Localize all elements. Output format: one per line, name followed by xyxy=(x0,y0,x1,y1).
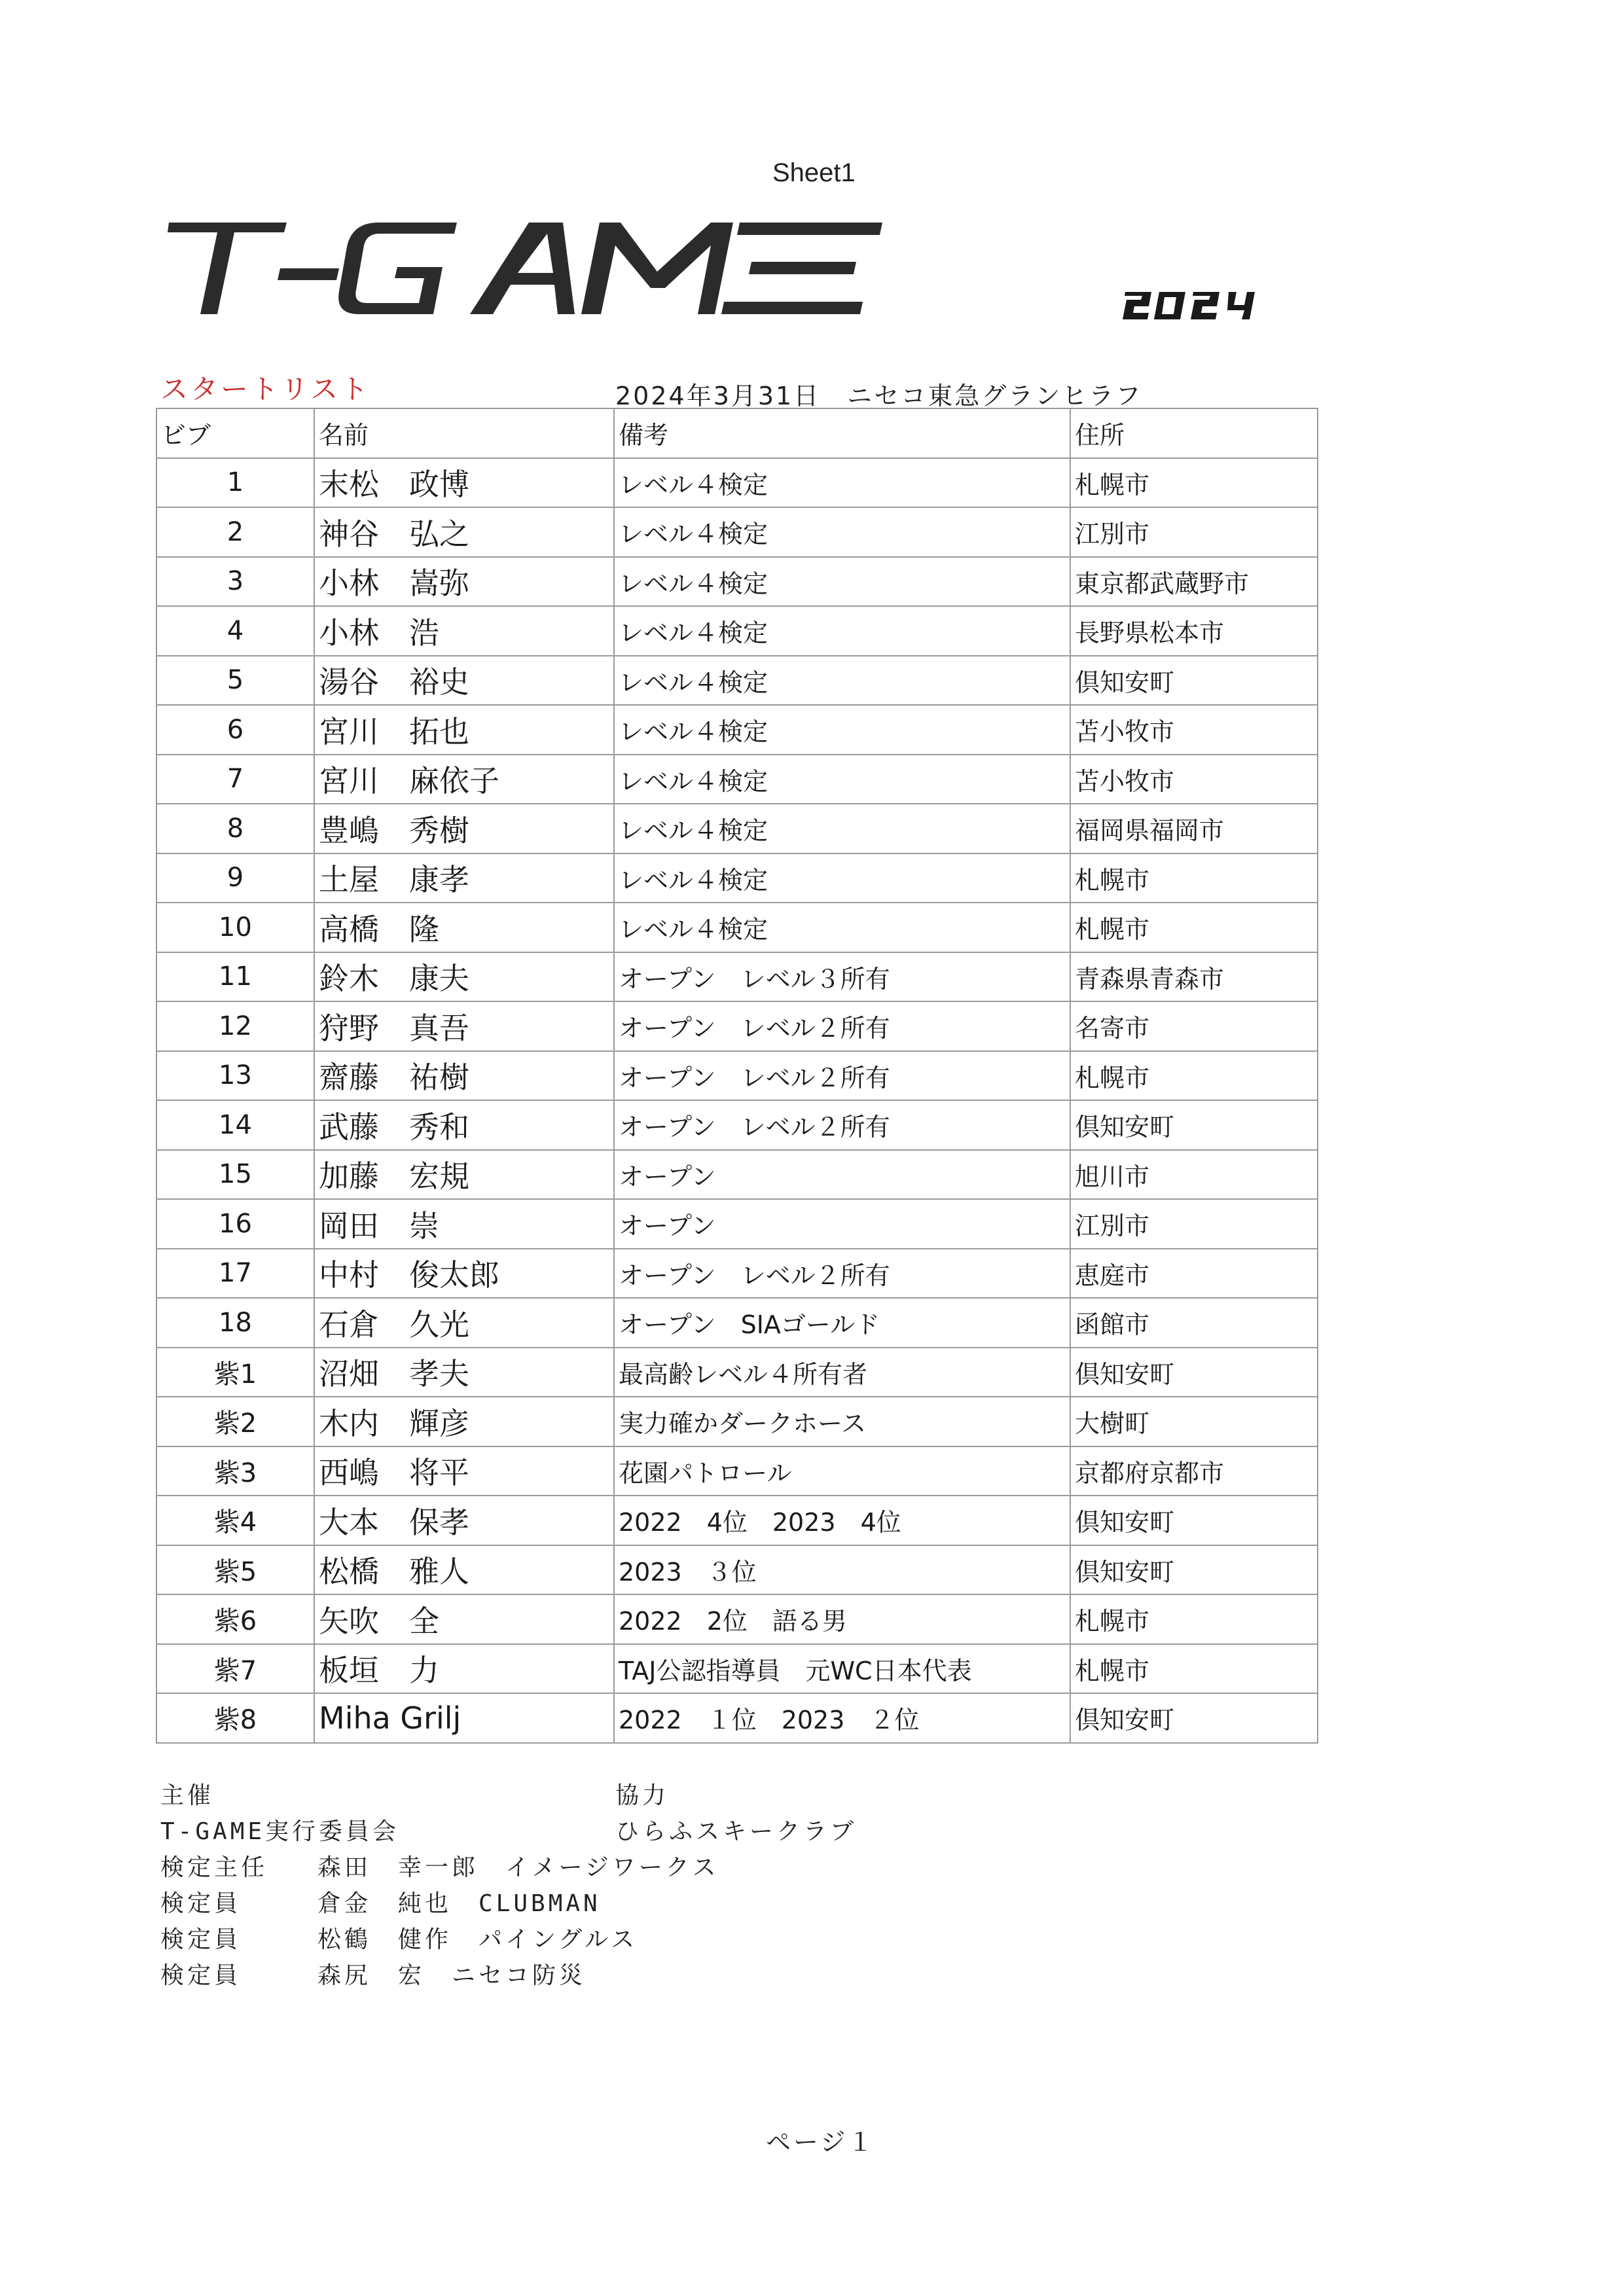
table-row xyxy=(156,952,1318,1002)
name-cell: 末松 政博 xyxy=(314,458,614,508)
note-cell: 2022 4位 2023 4位 xyxy=(614,1496,1070,1545)
address-cell: 大樹町 xyxy=(1070,1397,1318,1446)
support-label: 協力 xyxy=(615,1782,670,1809)
address-cell: 苫小牧市 xyxy=(1070,755,1318,804)
address-cell: 東京都武蔵野市 xyxy=(1070,557,1318,607)
table-row xyxy=(156,458,1318,508)
table-row xyxy=(156,507,1318,557)
name-cell: 鈴木 康夫 xyxy=(314,952,614,1002)
note-cell: オープン レベル２所有 xyxy=(614,1249,1070,1299)
table-row xyxy=(156,903,1318,952)
logo-year-mark xyxy=(1123,287,1257,323)
note-cell: レベル４検定 xyxy=(614,705,1070,755)
note-cell: オープン レベル２所有 xyxy=(614,1051,1070,1101)
bib-cell: 9 xyxy=(156,853,314,903)
bib-cell: 1 xyxy=(156,458,314,508)
column-header-note: 備考 xyxy=(614,408,1070,458)
table-header-row xyxy=(156,408,1318,458)
bib-cell: 紫8 xyxy=(156,1693,314,1743)
staff-name: 倉金 純也 CLUBMAN xyxy=(317,1890,601,1917)
note-cell: オープン SIAゴールド xyxy=(614,1298,1070,1348)
note-cell: レベル４検定 xyxy=(614,458,1070,508)
bib-cell: 12 xyxy=(156,1001,314,1051)
note-cell: TAJ公認指導員 元WC日本代表 xyxy=(614,1644,1070,1694)
support-name: ひらふスキークラブ xyxy=(615,1818,857,1845)
table-row xyxy=(156,656,1318,706)
column-header-bib: ビブ xyxy=(156,408,314,458)
staff-role: 検定員 xyxy=(160,1890,242,1917)
staff-role: 検定主任 xyxy=(160,1854,268,1881)
name-cell: 神谷 弘之 xyxy=(314,507,614,557)
bib-cell: 4 xyxy=(156,606,314,656)
staff-name: 森田 幸一郎 イメージワークス xyxy=(317,1854,719,1881)
address-cell: 倶知安町 xyxy=(1070,1348,1318,1397)
bib-cell: 2 xyxy=(156,507,314,557)
address-cell: 札幌市 xyxy=(1070,458,1318,508)
table-row xyxy=(156,606,1318,656)
address-cell: 江別市 xyxy=(1070,507,1318,557)
note-cell: レベル４検定 xyxy=(614,507,1070,557)
address-cell: 倶知安町 xyxy=(1070,1545,1318,1595)
address-cell: 福岡県福岡市 xyxy=(1070,804,1318,853)
address-cell: 倶知安町 xyxy=(1070,1100,1318,1150)
note-cell: オープン xyxy=(614,1150,1070,1200)
address-cell: 函館市 xyxy=(1070,1298,1318,1348)
name-cell: 松橋 雅人 xyxy=(314,1545,614,1595)
name-cell: 中村 俊太郎 xyxy=(314,1249,614,1299)
bib-cell: 紫2 xyxy=(156,1397,314,1446)
table-row xyxy=(156,1051,1318,1101)
bib-cell: 7 xyxy=(156,755,314,804)
name-cell: 高橋 隆 xyxy=(314,903,614,952)
address-cell: 札幌市 xyxy=(1070,853,1318,903)
host-name: T-GAME実行委員会 xyxy=(160,1818,400,1845)
note-cell: 2022 2位 語る男 xyxy=(614,1594,1070,1644)
name-cell: 西嶋 将平 xyxy=(314,1446,614,1496)
bib-cell: 5 xyxy=(156,656,314,706)
note-cell: 2023 ３位 xyxy=(614,1545,1070,1595)
bib-cell: 紫1 xyxy=(156,1348,314,1397)
name-cell: 沼畑 孝夫 xyxy=(314,1348,614,1397)
address-cell: 京都府京都市 xyxy=(1070,1446,1318,1496)
bib-cell: 紫6 xyxy=(156,1594,314,1644)
address-cell: 名寄市 xyxy=(1070,1001,1318,1051)
name-cell: 宮川 拓也 xyxy=(314,705,614,755)
note-cell: レベル４検定 xyxy=(614,903,1070,952)
address-cell: 長野県松本市 xyxy=(1070,606,1318,656)
name-cell: 加藤 宏規 xyxy=(314,1150,614,1200)
page-number: ページ１ xyxy=(766,2128,876,2157)
table-row xyxy=(156,755,1318,804)
column-header-address: 住所 xyxy=(1070,408,1318,458)
table-row xyxy=(156,1001,1318,1051)
name-cell: 土屋 康孝 xyxy=(314,853,614,903)
name-cell: 岡田 崇 xyxy=(314,1199,614,1249)
column-header-name: 名前 xyxy=(314,408,614,458)
note-cell: レベル４検定 xyxy=(614,755,1070,804)
note-cell: レベル４検定 xyxy=(614,557,1070,607)
table-row xyxy=(156,1594,1318,1644)
bib-cell: 紫7 xyxy=(156,1644,314,1694)
staff-name: 松鶴 健作 パイングルス xyxy=(317,1926,638,1953)
name-cell: 豊嶋 秀樹 xyxy=(314,804,614,853)
staff-role: 検定員 xyxy=(160,1926,242,1953)
address-cell: 倶知安町 xyxy=(1070,1693,1318,1743)
table-row xyxy=(156,1348,1318,1397)
name-cell: 大本 保孝 xyxy=(314,1496,614,1545)
bib-cell: 紫4 xyxy=(156,1496,314,1545)
address-cell: 苫小牧市 xyxy=(1070,705,1318,755)
bib-cell: 13 xyxy=(156,1051,314,1101)
note-cell: 実力確かダークホース xyxy=(614,1397,1070,1446)
sheet-name: Sheet1 xyxy=(772,158,856,187)
name-cell: 小林 浩 xyxy=(314,606,614,656)
table-row xyxy=(156,1150,1318,1200)
table-row xyxy=(156,1397,1318,1446)
table-row xyxy=(156,1249,1318,1299)
table-row xyxy=(156,1545,1318,1595)
bib-cell: 6 xyxy=(156,705,314,755)
bib-cell: 8 xyxy=(156,804,314,853)
note-cell: レベル４検定 xyxy=(614,804,1070,853)
name-cell: 宮川 麻依子 xyxy=(314,755,614,804)
address-cell: 江別市 xyxy=(1070,1199,1318,1249)
name-cell: 齋藤 祐樹 xyxy=(314,1051,614,1101)
table-row xyxy=(156,1199,1318,1249)
note-cell: 最高齢レベル４所有者 xyxy=(614,1348,1070,1397)
bib-cell: 3 xyxy=(156,557,314,607)
table-row xyxy=(156,1100,1318,1150)
name-cell: 矢吹 全 xyxy=(314,1594,614,1644)
name-cell: Miha Grilj xyxy=(314,1693,614,1743)
name-cell: 武藤 秀和 xyxy=(314,1100,614,1150)
event-date-venue: 2024年3月31日 ニセコ東急グランヒラフ xyxy=(615,382,1143,410)
bib-cell: 18 xyxy=(156,1298,314,1348)
note-cell: 2022 １位 2023 ２位 xyxy=(614,1693,1070,1743)
address-cell: 札幌市 xyxy=(1070,903,1318,952)
address-cell: 倶知安町 xyxy=(1070,656,1318,706)
bib-cell: 紫3 xyxy=(156,1446,314,1496)
bib-cell: 15 xyxy=(156,1150,314,1200)
table-row xyxy=(156,1446,1318,1496)
note-cell: オープン レベル２所有 xyxy=(614,1100,1070,1150)
name-cell: 板垣 力 xyxy=(314,1644,614,1694)
name-cell: 石倉 久光 xyxy=(314,1298,614,1348)
note-cell: レベル４検定 xyxy=(614,853,1070,903)
start-list-table xyxy=(156,408,1318,1744)
t-game-logo xyxy=(162,219,889,317)
address-cell: 札幌市 xyxy=(1070,1594,1318,1644)
table-row xyxy=(156,1693,1318,1743)
table-row xyxy=(156,705,1318,755)
bib-cell: 17 xyxy=(156,1249,314,1299)
staff-role: 検定員 xyxy=(160,1962,242,1989)
address-cell: 札幌市 xyxy=(1070,1051,1318,1101)
table-row xyxy=(156,1298,1318,1348)
table-row xyxy=(156,1644,1318,1694)
address-cell: 青森県青森市 xyxy=(1070,952,1318,1002)
host-label: 主催 xyxy=(160,1782,215,1809)
address-cell: 旭川市 xyxy=(1070,1150,1318,1200)
table-row xyxy=(156,557,1318,607)
name-cell: 狩野 真吾 xyxy=(314,1001,614,1051)
note-cell: 花園パトロール xyxy=(614,1446,1070,1496)
name-cell: 湯谷 裕史 xyxy=(314,656,614,706)
table-row xyxy=(156,1496,1318,1545)
start-list-title: スタートリスト xyxy=(160,373,371,405)
bib-cell: 16 xyxy=(156,1199,314,1249)
address-cell: 恵庭市 xyxy=(1070,1249,1318,1299)
note-cell: オープン レベル２所有 xyxy=(614,1001,1070,1051)
name-cell: 木内 輝彦 xyxy=(314,1397,614,1446)
note-cell: オープン xyxy=(614,1199,1070,1249)
bib-cell: 14 xyxy=(156,1100,314,1150)
note-cell: オープン レベル３所有 xyxy=(614,952,1070,1002)
note-cell: レベル４検定 xyxy=(614,656,1070,706)
table-row xyxy=(156,853,1318,903)
bib-cell: 11 xyxy=(156,952,314,1002)
bib-cell: 紫5 xyxy=(156,1545,314,1595)
name-cell: 小林 嵩弥 xyxy=(314,557,614,607)
staff-name: 森尻 宏 ニセコ防災 xyxy=(317,1962,586,1989)
address-cell: 札幌市 xyxy=(1070,1644,1318,1694)
bib-cell: 10 xyxy=(156,903,314,952)
note-cell: レベル４検定 xyxy=(614,606,1070,656)
address-cell: 倶知安町 xyxy=(1070,1496,1318,1545)
table-row xyxy=(156,804,1318,853)
